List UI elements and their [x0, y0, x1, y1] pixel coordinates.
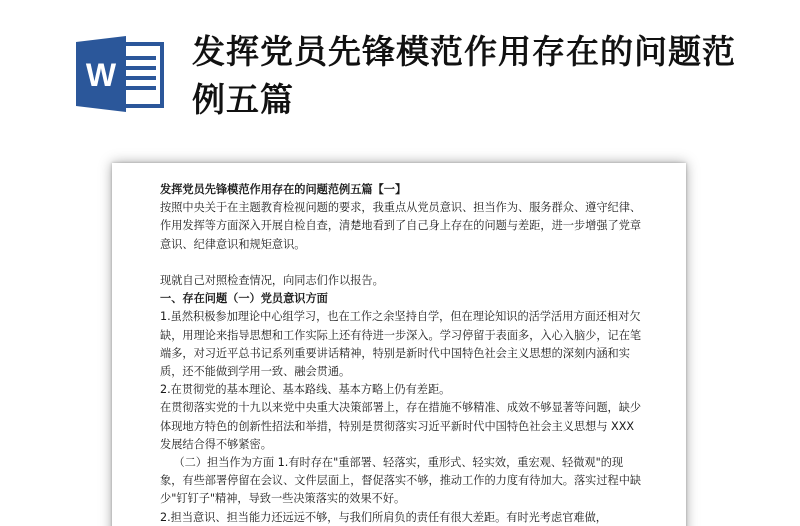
paragraph-blank — [160, 254, 645, 272]
section-heading: 一、存在问题（一）党员意识方面 — [160, 292, 328, 306]
paragraph-report: 现就自己对照检查情况，向同志们作以报告。 — [160, 274, 384, 287]
paragraph-intro: 按照中央关于在主题教育检视问题的要求，我重点从党员意识、担当作为、服务群众、遵守纪律、作用发挥等方面深入开展自检自查，清楚地看到了自己身上存在的问题与差距，进一步增强了党章意识、纪律意识和规矩意识。 — [160, 201, 642, 251]
paragraph-section-2-item-2: 2.担当意识、担当能力还远远不够，与我们所肩负的责任有很大差距。有时光考虑官难做， — [160, 510, 607, 524]
word-icon — [76, 36, 166, 112]
paragraph-item-2: 2.在贯彻党的基本理论、基本路线、基本方略上仍有差距。 — [160, 383, 451, 397]
paragraph-item-1: 1.虽然积极参加理论中心组学习，也在工作之余坚持自学，但在理论知识的活学活用方面还相对欠缺，用理论来指导思想和工作实际上还有待进一步深入。学习停留于表面多，入心入脑少，记在笔端多，对习近平总书记系列重要讲话精神，特别是新时代中国特色社会主义思想的深刻内涵和实质，还不能做到学用一致、融会贯通。 — [160, 310, 642, 379]
paragraph-item-2-detail: 在贯彻落实党的十九以来党中央重大决策部署上，存在措施不够精准、成效不够显著等问题，缺少体现地方特色的创新性招法和举措，特别是贯彻落实习近平新时代中国特色社会主义思想与 XXX 发展结合得不够紧密。 — [160, 401, 642, 451]
paragraph-section-2: （二）担当作为方面 1.有时存在"重部署、轻落实，重形式、轻实效，重宏观、轻微观"的现象，有些部署停留在会议、文件层面上，督促落实不够，推动工作的力度有待加大。落实过程中缺少"钉钉子"精神，导致一些决策落实的效果不好。 — [160, 456, 642, 506]
word-icon-letter: W — [85, 57, 117, 93]
document-body — [160, 181, 645, 526]
page-title: 发挥党员先锋模范作用存在的问题范例五篇 — [192, 32, 736, 119]
document-heading: 发挥党员先锋模范作用存在的问题范例五篇【一】 — [160, 183, 407, 196]
